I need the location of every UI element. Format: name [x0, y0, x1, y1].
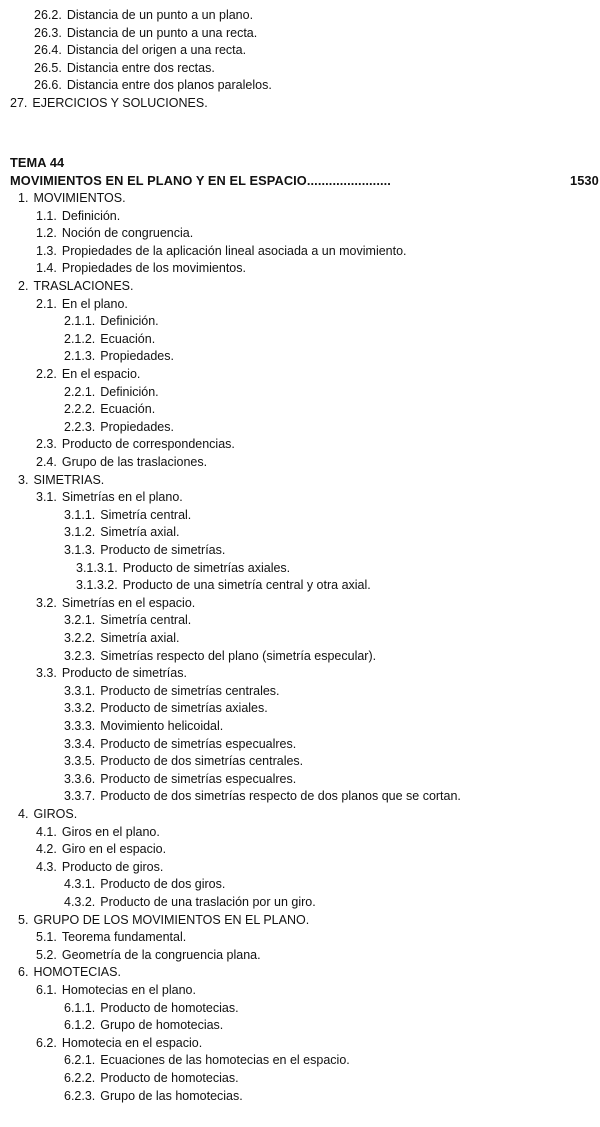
toc-entry — [36, 225, 193, 243]
toc-entry — [36, 841, 166, 859]
toc-number: 2. — [18, 279, 29, 293]
toc-number: 5.1. — [36, 930, 57, 945]
toc-text: Simetría axial. — [100, 525, 180, 540]
toc-text: Distancia de un punto a una recta. — [66, 25, 258, 40]
toc-entry — [64, 1000, 239, 1018]
toc-number: 3.1.2. — [64, 525, 96, 540]
toc-text: Simetría axial. — [100, 631, 180, 645]
toc-entry — [64, 700, 268, 718]
toc-entry — [34, 25, 257, 43]
toc-entry — [64, 1017, 223, 1035]
toc-text: TRASLACIONES. — [33, 279, 134, 293]
toc-entry — [36, 982, 196, 1000]
toc-text: Simetría central. — [100, 613, 192, 628]
toc-number: 3. — [18, 472, 29, 487]
toc-number: 1.3. — [36, 243, 57, 258]
toc-entry — [10, 95, 208, 113]
toc-number: 27. — [10, 96, 28, 110]
toc-text: Producto de simetrías especualres. — [100, 736, 297, 751]
toc-number: 2.2.1. — [64, 384, 96, 399]
toc-number: 1.2. — [36, 226, 57, 241]
toc-number: 6.1. — [36, 983, 57, 997]
toc-text: En el espacio. — [61, 367, 141, 381]
toc-text: Distancia de un punto a un plano. — [66, 8, 254, 22]
toc-text: Producto de dos simetrías centrales. — [100, 754, 304, 769]
toc-number: 3.3.5. — [64, 754, 96, 769]
toc-entry — [64, 648, 376, 666]
toc-entry — [64, 753, 303, 771]
toc-entry — [64, 683, 280, 701]
toc-number: 2.2. — [36, 367, 57, 381]
toc-entry — [64, 894, 316, 912]
toc-number: 2.3. — [36, 437, 57, 452]
toc-number: 26.2. — [34, 8, 62, 22]
toc-number: 3.2.3. — [64, 648, 96, 663]
toc-text: Propiedades de los movimientos. — [61, 261, 246, 276]
toc-entry — [64, 331, 155, 349]
toc-entry — [36, 436, 235, 454]
toc-text: Grupo de las homotecias. — [100, 1088, 243, 1103]
toc-number: 2.1.1. — [64, 314, 96, 329]
toc-number: 6.2. — [36, 1035, 57, 1050]
toc-text: Distancia entre dos planos paralelos. — [66, 78, 272, 93]
toc-number: 2.2.2. — [64, 402, 96, 417]
toc-text: Producto de simetrías centrales. — [100, 683, 280, 698]
toc-number: 5.2. — [36, 947, 57, 962]
toc-entry — [64, 876, 225, 894]
toc-number: 6. — [18, 965, 29, 980]
toc-number: 4.3. — [36, 859, 57, 874]
toc-number: 2.1.2. — [64, 331, 96, 346]
toc-text: Homotecia en el espacio. — [61, 1035, 203, 1050]
dot-leaders: ....................... — [306, 173, 391, 188]
toc-entry — [36, 665, 187, 683]
toc-number: 26.6. — [34, 78, 62, 93]
toc-entry — [64, 1070, 239, 1088]
toc-entry — [64, 384, 159, 402]
toc-entry — [64, 524, 179, 542]
toc-text: Propiedades. — [100, 349, 174, 364]
toc-entry — [64, 788, 461, 806]
toc-entry — [36, 929, 186, 947]
toc-text: Distancia del origen a una recta. — [66, 43, 247, 58]
toc-number: 6.2.3. — [64, 1088, 96, 1103]
toc-number: 3.3.3. — [64, 719, 96, 733]
tema-label: TEMA 44 — [10, 155, 65, 170]
toc-entry — [34, 42, 246, 60]
toc-text: Movimiento helicoidal. — [100, 719, 224, 733]
toc-number: 2.4. — [36, 455, 57, 469]
toc-text: Teorema fundamental. — [61, 930, 187, 945]
toc-text: Producto de dos giros. — [100, 877, 226, 892]
toc-number: 26.3. — [34, 25, 62, 40]
toc-entry — [64, 542, 225, 560]
toc-entry — [36, 208, 120, 226]
toc-entry — [76, 577, 371, 595]
toc-number: 6.2.2. — [64, 1071, 96, 1085]
toc-number: 3.1.3.1. — [76, 560, 118, 575]
toc-entry — [36, 824, 160, 842]
toc-entry — [64, 630, 179, 648]
toc-entry — [36, 1035, 202, 1053]
toc-number: 3.3.2. — [64, 701, 96, 716]
toc-text: Producto de homotecias. — [100, 1000, 239, 1015]
toc-text: GRUPO DE LOS MOVIMIENTOS EN EL PLANO. — [33, 912, 310, 927]
toc-number: 4.2. — [36, 842, 57, 857]
toc-text: Producto de una simetría central y otra axial. — [122, 578, 371, 593]
toc-entry — [36, 260, 246, 278]
toc-number: 3.3. — [36, 666, 57, 681]
toc-text: Producto de simetrías axiales. — [122, 560, 291, 575]
toc-entry — [36, 859, 163, 877]
toc-entry — [36, 947, 261, 965]
toc-number: 5. — [18, 912, 29, 927]
toc-text: Ecuación. — [100, 402, 156, 417]
toc-number: 3.2. — [36, 595, 57, 610]
toc-entry — [64, 1052, 350, 1070]
toc-entry — [36, 595, 195, 613]
tema-page-number: 1530 — [570, 173, 599, 188]
toc-entry — [34, 77, 272, 95]
toc-number: 3.3.6. — [64, 771, 96, 786]
toc-entry — [64, 771, 296, 789]
toc-entry — [18, 472, 104, 490]
toc-number: 6.2.1. — [64, 1053, 96, 1068]
toc-number: 4.1. — [36, 824, 57, 839]
toc-entry — [36, 454, 207, 472]
toc-entry — [34, 7, 253, 25]
toc-number: 1.1. — [36, 208, 57, 223]
toc-number: 26.4. — [34, 43, 62, 58]
toc-entry — [64, 1088, 243, 1106]
tema-title-row — [10, 172, 600, 190]
toc-entry — [34, 60, 215, 78]
toc-number: 2.1. — [36, 296, 57, 311]
toc-entry — [64, 736, 296, 754]
toc-text: Grupo de las traslaciones. — [61, 455, 208, 469]
toc-text: Producto de simetrías. — [61, 666, 187, 681]
toc-text: Producto de dos simetrías respecto de dos planos que se cortan. — [100, 789, 461, 804]
toc-text: Geometría de la congruencia plana. — [61, 947, 261, 962]
toc-text: Propiedades de la aplicación lineal asociada a un movimiento. — [61, 243, 407, 258]
toc-text: MOVIMIENTOS. — [33, 191, 126, 205]
toc-text: Distancia entre dos rectas. — [66, 60, 215, 75]
toc-number: 3.1.1. — [64, 507, 96, 522]
toc-number: 2.1.3. — [64, 349, 96, 364]
toc-entry — [18, 190, 126, 208]
toc-text: Propiedades. — [100, 419, 174, 434]
toc-text: Producto de correspondencias. — [61, 437, 235, 452]
toc-entry — [64, 419, 174, 437]
toc-text: Producto de giros. — [61, 859, 164, 874]
toc-entry — [18, 278, 133, 296]
toc-number: 3.1. — [36, 490, 57, 505]
toc-text: Definición. — [100, 384, 159, 399]
toc-text: Producto de homotecias. — [100, 1071, 239, 1085]
toc-number: 6.1.2. — [64, 1018, 96, 1033]
toc-entry — [64, 718, 223, 736]
toc-number: 4.3.1. — [64, 877, 96, 892]
toc-number: 3.1.3. — [64, 543, 96, 557]
toc-entry — [36, 243, 407, 261]
toc-text: Definición. — [61, 208, 121, 223]
toc-number: 1. — [18, 191, 29, 205]
toc-text: Ecuación. — [100, 331, 156, 346]
toc-text: Ecuaciones de las homotecias en el espacio. — [100, 1053, 350, 1068]
toc-number: 2.2.3. — [64, 419, 96, 434]
toc-number: 1.4. — [36, 261, 57, 276]
toc-number: 3.1.3.2. — [76, 578, 118, 593]
toc-text: Producto de simetrías especualres. — [100, 771, 297, 786]
toc-number: 3.3.1. — [64, 683, 96, 698]
toc-text: Simetrías en el plano. — [61, 490, 183, 505]
toc-entry — [64, 348, 174, 366]
toc-number: 3.2.1. — [64, 613, 96, 628]
toc-entry — [36, 296, 128, 314]
toc-number: 3.3.4. — [64, 736, 96, 751]
toc-entry — [36, 489, 183, 507]
toc-entry — [18, 806, 77, 824]
toc-text: Noción de congruencia. — [61, 226, 194, 241]
toc-entry — [18, 912, 309, 930]
toc-text: GIROS. — [33, 807, 78, 821]
toc-text: Grupo de homotecias. — [100, 1018, 224, 1033]
toc-text: Giros en el plano. — [61, 824, 160, 839]
toc-number: 4.3.2. — [64, 895, 96, 909]
toc-number: 4. — [18, 807, 29, 821]
toc-text: Producto de simetrías axiales. — [100, 701, 268, 716]
toc-entry — [64, 612, 191, 630]
toc-text: SIMETRIAS. — [33, 472, 105, 487]
toc-text: HOMOTECIAS. — [33, 965, 121, 980]
toc-entry — [18, 964, 121, 982]
toc-text: En el plano. — [61, 296, 128, 311]
toc-entry — [64, 401, 155, 419]
toc-text: Giro en el espacio. — [61, 842, 167, 857]
toc-entry — [36, 366, 140, 384]
toc-text: Homotecias en el plano. — [61, 983, 196, 997]
toc-text: Simetría central. — [100, 507, 192, 522]
toc-text: Producto de una traslación por un giro. — [100, 895, 316, 909]
toc-number: 26.5. — [34, 60, 62, 75]
toc-text: Simetrías en el espacio. — [61, 595, 196, 610]
toc-text: Simetrías respecto del plano (simetría especular). — [100, 648, 377, 663]
toc-number: 6.1.1. — [64, 1000, 96, 1015]
tema-title: MOVIMIENTOS EN EL PLANO Y EN EL ESPACIO — [10, 173, 307, 188]
toc-entry — [64, 507, 191, 525]
toc-text: Definición. — [100, 314, 159, 329]
toc-entry — [64, 313, 159, 331]
toc-text: Producto de simetrías. — [100, 543, 226, 557]
toc-number: 3.3.7. — [64, 789, 96, 804]
toc-entry — [76, 560, 290, 578]
toc-number: 3.2.2. — [64, 631, 96, 645]
toc-text: EJERCICIOS Y SOLUCIONES. — [32, 96, 208, 110]
